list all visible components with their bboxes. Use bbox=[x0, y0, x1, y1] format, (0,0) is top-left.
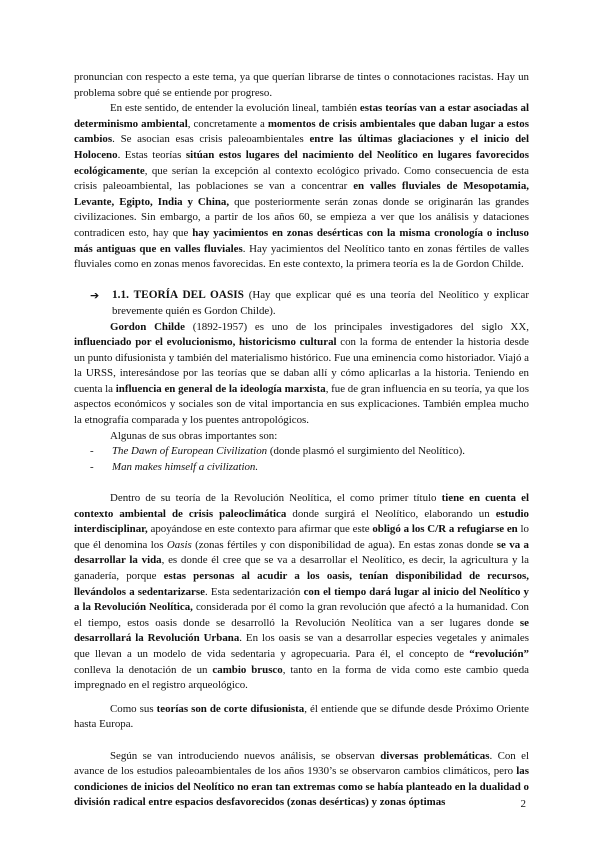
text-run: , él entiende que se difunde desde Próximo Oriente hasta Europa. bbox=[74, 702, 529, 731]
document-body bbox=[74, 70, 529, 811]
works-list bbox=[90, 444, 529, 475]
bold-text: “revolución” bbox=[469, 647, 529, 660]
paragraph-revolution bbox=[74, 491, 529, 694]
bold-text: entre las últimas glaciaciones y el inicio del Holoceno bbox=[74, 133, 529, 161]
text-run: apoyándose en este contexto para afirmar que este bbox=[147, 523, 373, 536]
bold-text: influencia en general de la ideología marxista bbox=[115, 382, 326, 395]
bold-text: diversas problemáticas bbox=[380, 749, 490, 762]
text-run: . En los oasis se van a desarrollar especies vegetales y animales que llevan a un modelo de vida sedentaria y agropecuaria. Para él, el concepto de bbox=[74, 632, 529, 660]
bold-text: obligó a los C/R a refugiarse en bbox=[372, 523, 518, 536]
paragraph-works-intro bbox=[74, 429, 529, 445]
bold-text: teorías son de corte difusionista bbox=[156, 702, 305, 715]
text-run: con la forma de entender la historia desde un punto difusionista y también del materialismo histórico. Fue una eminencia como historiador. Viajó a la URSS, interesándose por las teorías que se daban allí y cómo aplicarlas a la historia. Teniendo en cuenta la bbox=[74, 336, 529, 395]
arrow-icon: ➔ bbox=[90, 289, 100, 303]
bold-text: estas teorías van a estar asociadas al determinismo ambiental bbox=[74, 102, 529, 130]
list-item: - The Dawn of European Civilization (donde plasmó el surgimiento del Neolítico). bbox=[90, 445, 466, 458]
bold-text: estudio interdisciplinar, bbox=[74, 507, 529, 536]
section-heading bbox=[90, 288, 529, 319]
bold-text: en valles fluviales de Mesopotamia, Levante, Egipto, India y China, bbox=[74, 180, 529, 208]
text-run: lo que él denomina los bbox=[74, 523, 529, 551]
text-run: , tanto en la forma de vida como este cambio queda impregnado en el registro arqueológico. bbox=[74, 663, 529, 692]
work-title: Man makes himself a civilization. bbox=[112, 460, 259, 473]
paragraph-problems bbox=[74, 749, 529, 811]
work-title: The Dawn of European Civilization bbox=[112, 445, 268, 458]
paragraph-determinism bbox=[74, 101, 529, 273]
text-run: , es donde él cree que se va a desarrollar el Neolítico, es decir, la agricultura y la ganadería, porque bbox=[74, 554, 530, 582]
section-note: (Hay que explicar qué es una teoría del Neolítico y explicar brevemente quién es Gordon Childe). bbox=[112, 289, 529, 317]
text-run: , que serían la excepción al contexto ecológico privado. Como consecuencia de esta crisis paleoambiental, las poblaciones se van a concentrar bbox=[74, 164, 529, 193]
text-run: pronuncian con respecto a este tema, ya que querían librarse de tintes o connotaciones racistas. Hay un problema sobre qué se entiende por progreso. bbox=[74, 71, 529, 99]
page-number: 2 bbox=[520, 798, 526, 810]
text-run: donde surgirá el Neolítico, elaborando un bbox=[286, 507, 496, 520]
bold-text: estas personas al acudir a los oasis, tenían disponibilidad de recursos, llevándolos a sedentarizarse bbox=[74, 570, 529, 598]
bold-text: influenciado por el evolucionismo, historicismo cultural bbox=[74, 336, 337, 349]
bold-text: se desarrollará la Revolución Urbana bbox=[74, 616, 529, 645]
bold-text: cambio brusco bbox=[212, 663, 283, 676]
text-run: . Se asocian esas crisis paleoambientales bbox=[112, 133, 310, 146]
list-item: - Man makes himself a civilization. bbox=[90, 460, 259, 473]
text-run: que posteriormente serán zonas donde se originarán las grandes civilizaciones. Sin embargo, a partir de los años 60, se empieza a ver que los análisis y dataciones contradicen esto, hay que bbox=[74, 195, 529, 239]
bold-text: las condiciones de inicios del Neolítico no eran tan extremas como se había planteado en la dualidad o división radical entre espacios desfavorecidos (zonas desérticas) y zonas óptimas bbox=[74, 765, 529, 809]
text-run: . Con el avance de los estudios paleoambientales de los años 1930’s se observaron cambios climáticos, pero bbox=[74, 749, 529, 778]
text-run: Dentro de su teoría de la Revolución Neolítica, el como primer título bbox=[110, 492, 442, 505]
bold-text: hay yacimientos en zonas desérticas con la misma cronología o incluso más antiguas que en valles fluviales bbox=[74, 226, 529, 255]
bold-text: se va a desarrollar la vida bbox=[74, 538, 530, 567]
text-run: conlleva la denotación de un bbox=[74, 663, 213, 676]
italic-text: Oasis bbox=[166, 538, 192, 551]
text-run: (zonas fértiles y con disponibilidad de agua). En estas zonas donde bbox=[191, 538, 497, 551]
paragraph-diffusionism bbox=[74, 702, 529, 733]
text-run: Algunas de sus obras importantes son: bbox=[110, 429, 278, 442]
text-run: . Esta sedentarización bbox=[204, 585, 304, 598]
text-run: . Hay yacimientos del Neolítico tanto en zonas fértiles de valles fluviales como en zonas menos favorecidas. En este contexto, la primera teoría es la de Gordon Childe. bbox=[74, 242, 529, 271]
section-title: 1.1. TEORÍA DEL OASIS bbox=[112, 289, 244, 302]
paragraph-intro bbox=[74, 70, 529, 101]
text-run: , fue de gran influencia en su teoría, ya que los aspectos económicos y sociales son de vital importancia en sus explicaciones. También emplea mucho la etnografía comparada y los puentes antropológicos. bbox=[74, 382, 529, 427]
bold-text: sitúan estos lugares del nacimiento del Neolítico en lugares favorecidos ecológicamente bbox=[74, 148, 529, 177]
paragraph-childe bbox=[74, 320, 529, 429]
text-run: Según se van introduciendo nuevos análisis, se observan bbox=[110, 749, 381, 762]
bold-text: momentos de crisis ambientales que daban lugar a estos cambios bbox=[74, 117, 529, 146]
bold-text: tiene en cuenta el contexto ambiental de crisis paleoclimática bbox=[74, 492, 529, 520]
text-run: , concretamente a bbox=[187, 117, 268, 130]
text-run: . Estas teorías bbox=[117, 148, 186, 161]
bold-text: Gordon Childe bbox=[110, 320, 185, 333]
text-run: En este sentido, de entender la evolución lineal, también bbox=[110, 102, 360, 115]
text-run: Como sus bbox=[110, 702, 157, 715]
text-run: considerada por él como la gran revolución que afectó a la humanidad. Con el tiempo, estos oasis donde se desarrolló la Revolución Neolítica van a ser lugares donde bbox=[74, 601, 529, 629]
text-run: (1892-1957) es uno de los principales investigadores del siglo XX, bbox=[184, 320, 529, 333]
bold-text: con el tiempo dará lugar al inicio del Neolítico y a la Revolución Neolítica, bbox=[74, 585, 529, 614]
